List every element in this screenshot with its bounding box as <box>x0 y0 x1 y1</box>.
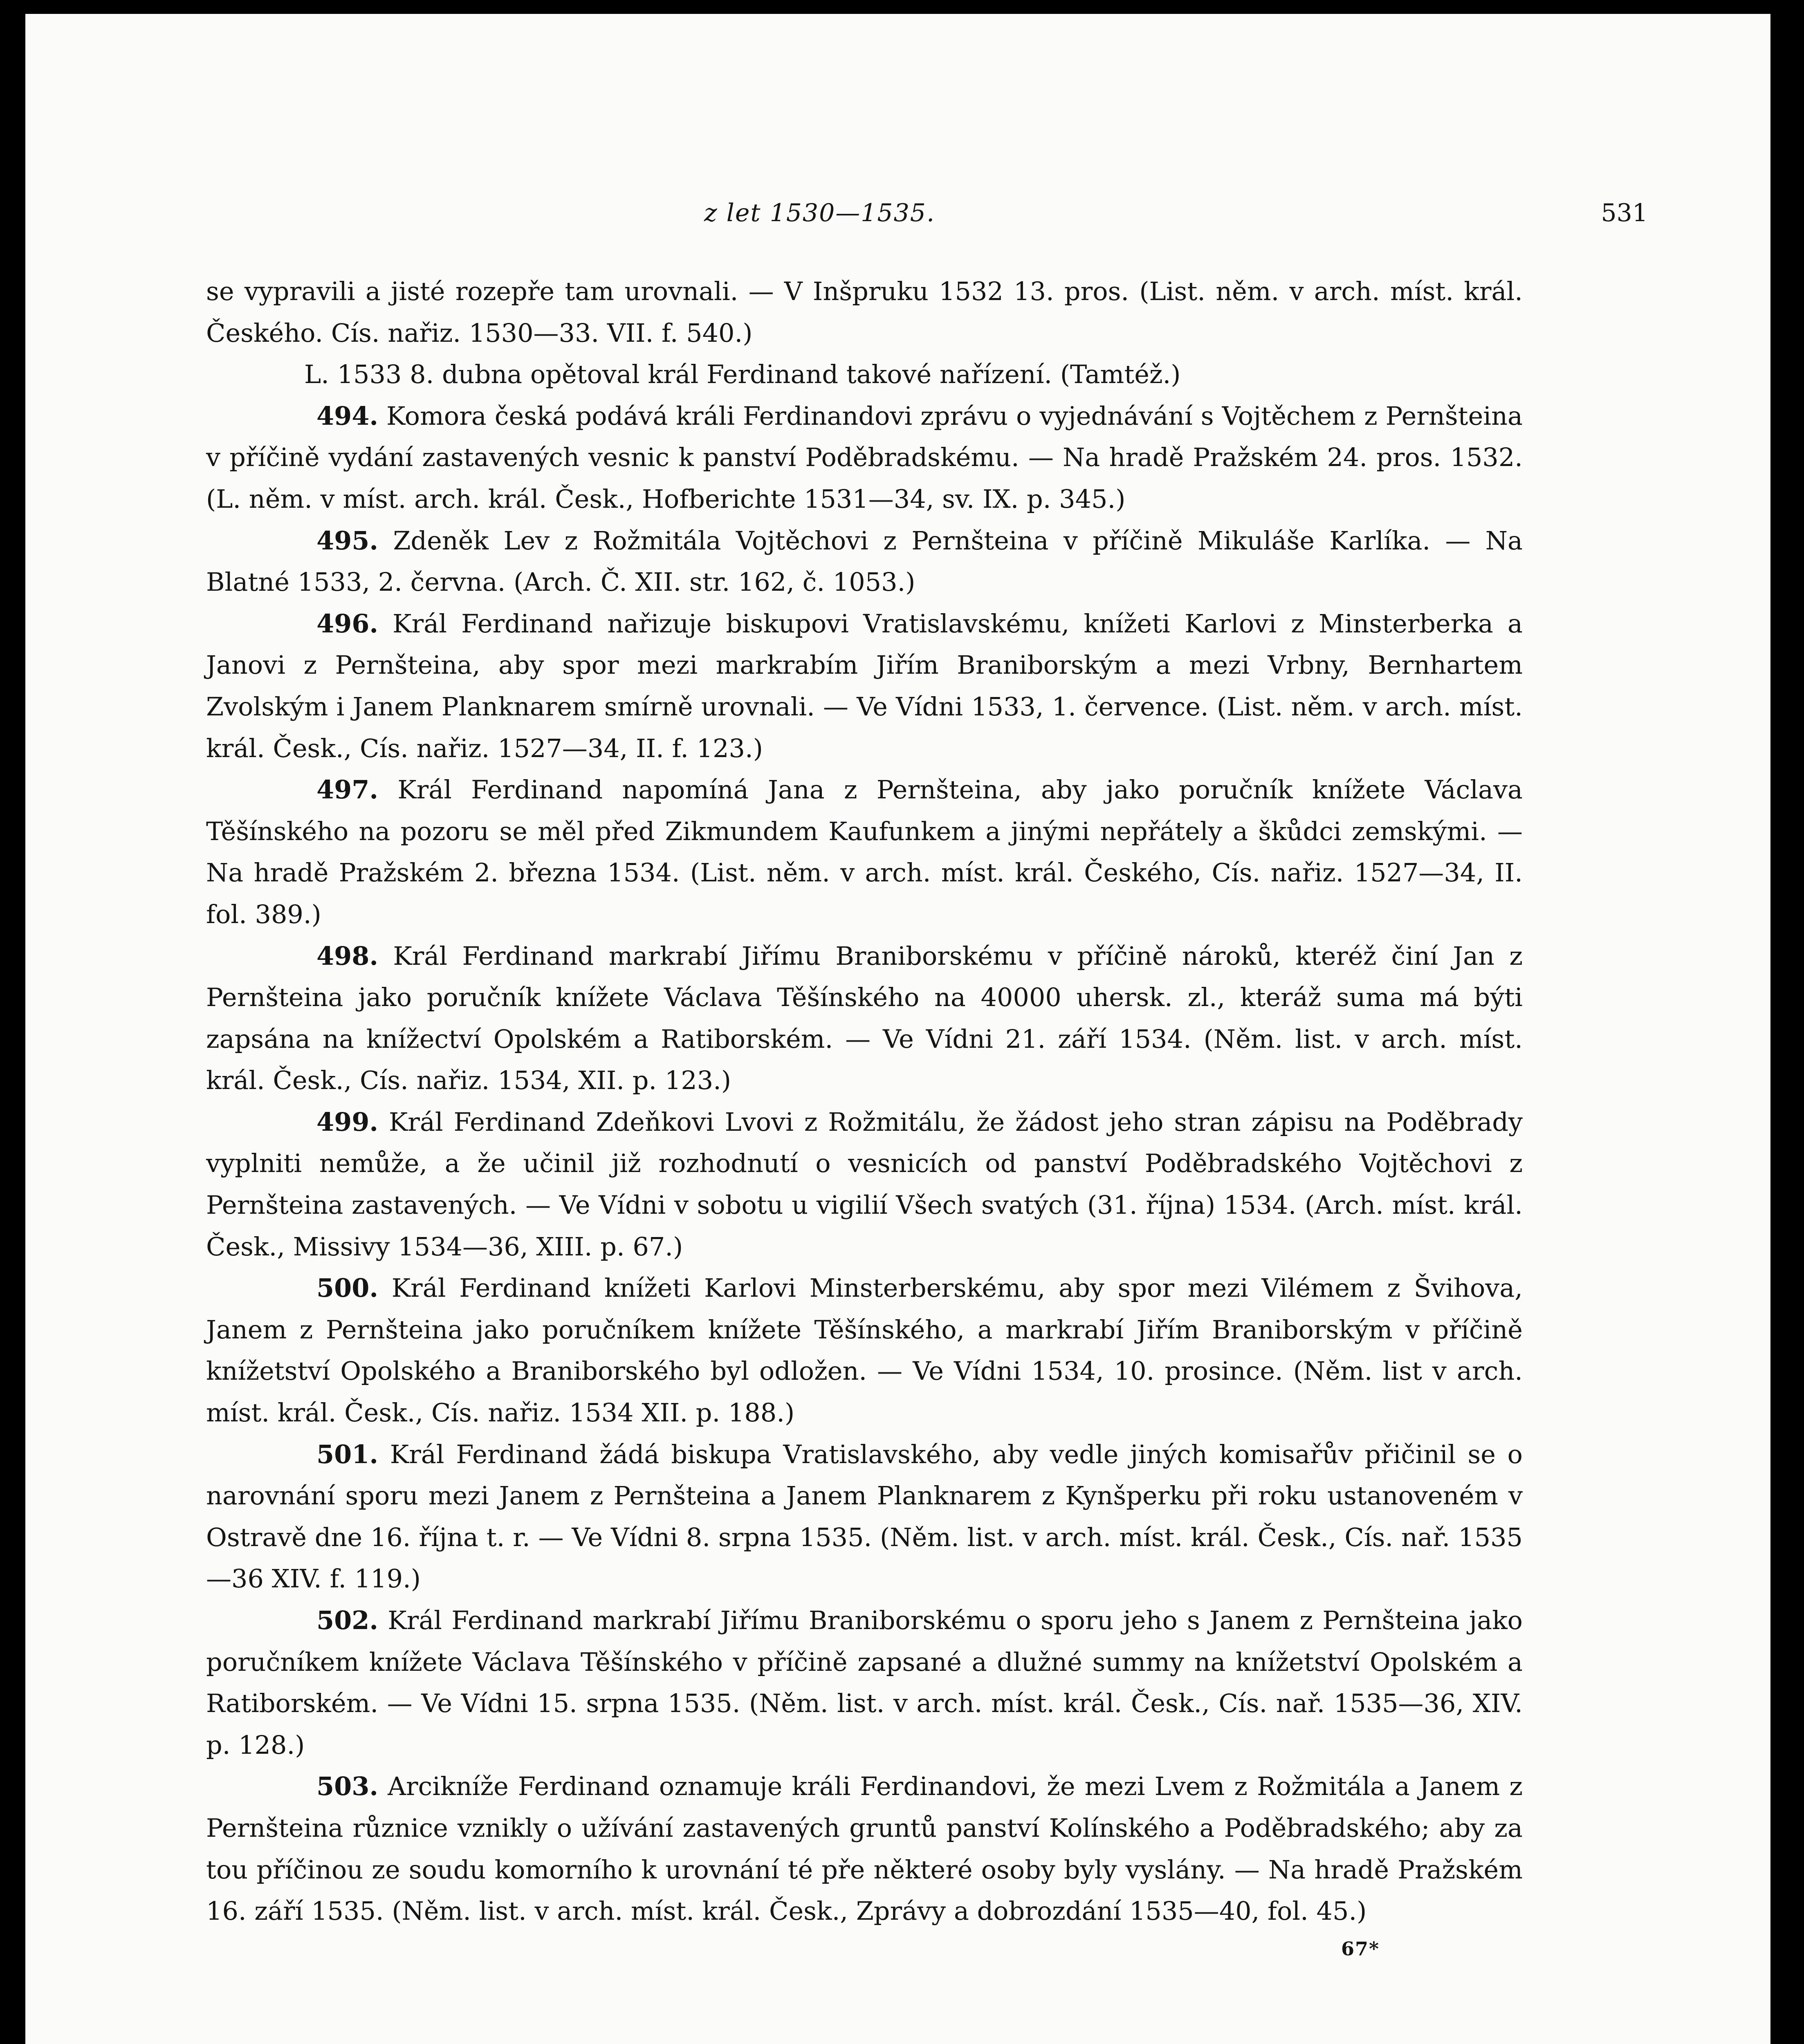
page-number: 531 <box>1601 199 1648 227</box>
list-item <box>206 603 1523 769</box>
page-header <box>25 199 1770 235</box>
entry-text: Arcikníže Ferdinand oznamuje králi Ferdinandovi, že mezi Lvem z Rožmitála a Janem z Pernšteina různice vznikly o užívání zastavených gruntů panství Kolínského a Poděbradského; aby za tou příčinou ze soudu komorního k urovnání té pře některé osoby byly vyslány. — Na hradě Pražském 16. září 1535. (Něm. list. v arch. míst. král. Česk., Zprávy a dobrozdání 1535—40, fol. 45.) <box>206 1771 1523 1926</box>
entry-number: 495. <box>316 525 379 556</box>
entry-text: se vypravili a jisté rozepře tam urovnali. — V Inšpruku 1532 13. pros. (List. něm. v arch. míst. král. Českého. Cís. nařiz. 1530—33. VII. f. 540.) <box>206 276 1523 348</box>
list-item <box>206 1101 1523 1267</box>
list-item <box>206 1766 1523 1932</box>
entry-text: Král Ferdinand Zdeňkovi Lvovi z Rožmitálu, že žádost jeho stran zápisu na Poděbrady vyplniti nemůže, a že učinil již rozhodnutí o vesnicích od panství Poděbradského Vojtěchovi z Pernšteina zastavených. — Ve Vídni v sobotu u vigilií Všech svatých (31. října) 1534. (Arch. míst. král. Česk., Missivy 1534—36, XIII. p. 67.) <box>206 1107 1523 1262</box>
entry-number: 497. <box>316 775 379 805</box>
entry-text: Král Ferdinand nařizuje biskupovi Vratislavskému, knížeti Karlovi z Minsterberka a Janovi z Pernšteina, aby spor mezi markrabím Jiřím Braniborským a mezi Vrbny, Bernhartem Zvolským i Janem Planknarem smírně urovnali. — Ve Vídni 1533, 1. července. (List. něm. v arch. míst. král. Česk., Cís. nařiz. 1527—34, II. f. 123.) <box>206 608 1523 763</box>
entry-text: L. 1533 8. dubna opětoval král Ferdinand takové nařízení. (Tamtéž.) <box>304 359 1181 390</box>
body-text <box>206 271 1523 1932</box>
list-item <box>206 1600 1523 1766</box>
list-item <box>206 1434 1523 1600</box>
list-item <box>206 520 1523 603</box>
list-item <box>206 935 1523 1101</box>
list-item <box>206 769 1523 935</box>
entry-text: Komora česká podává králi Ferdinandovi zprávu o vyjednávání s Vojtěchem z Pernšteina v příčině vydání zastavených vesnic k panství Poděbradskému. — Na hradě Pražském 24. pros. 1532. (L. něm. v míst. arch. král. Česk., Hofberichte 1531—34, sv. IX. p. 345.) <box>206 401 1523 514</box>
entry-number: 502. <box>316 1605 379 1635</box>
book-page <box>25 14 1770 2044</box>
list-item <box>206 271 1523 354</box>
entry-text: Zdeněk Lev z Rožmitála Vojtěchovi z Pernšteina v příčině Mikuláše Karlíka. — Na Blatné 1533, 2. června. (Arch. Č. XII. str. 162, č. 1053.) <box>206 525 1523 597</box>
entry-number: 498. <box>316 941 379 971</box>
entry-text: Král Ferdinand žádá biskupa Vratislavského, aby vedle jiných komisařův přičinil se o narovnání sporu mezi Janem z Pernšteina a Janem Planknarem z Kynšperku při roku ustanoveném v Ostravě dne 16. října t. r. — Ve Vídni 8. srpna 1535. (Něm. list. v arch. míst. král. Česk., Cís. nař. 1535—36 XIV. f. 119.) <box>206 1439 1523 1594</box>
entry-text: Král Ferdinand knížeti Karlovi Minsterberskému, aby spor mezi Vilémem z Švihova, Janem z Pernšteina jako poručníkem knížete Těšínského, a markrabí Jiřím Braniborským v příčině knížetství Opolského a Braniborského byl odložen. — Ve Vídni 1534, 10. prosince. (Něm. list v arch. míst. král. Česk., Cís. nařiz. 1534 XII. p. 188.) <box>206 1273 1523 1428</box>
entry-number: 499. <box>316 1107 379 1137</box>
running-title: z let 1530—1535. <box>704 199 936 227</box>
entry-number: 500. <box>316 1273 379 1303</box>
entry-number: 501. <box>316 1439 379 1469</box>
entry-text: Král Ferdinand napomíná Jana z Pernšteina, aby jako poručník knížete Václava Těšínského na pozoru se měl před Zikmundem Kaufunkem a jinými nepřátely a škůdci zemskými. — Na hradě Pražském 2. března 1534. (List. něm. v arch. míst. král. Českého, Cís. nařiz. 1527—34, II. fol. 389.) <box>206 775 1523 929</box>
entry-text: Král Ferdinand markrabí Jiřímu Braniborskému o sporu jeho s Janem z Pernšteina jako poručníkem knížete Václava Těšínského v příčině zapsané a dlužné summy na knížetství Opolském a Ratiborském. — Ve Vídni 15. srpna 1535. (Něm. list. v arch. míst. král. Česk., Cís. nař. 1535—36, XIV. p. 128.) <box>206 1605 1523 1760</box>
entry-number: 494. <box>316 401 379 431</box>
entry-number: 496. <box>316 608 379 639</box>
list-item <box>206 354 1523 395</box>
signature-mark: 67* <box>1341 1938 1380 1960</box>
entry-number: 503. <box>316 1771 379 1802</box>
entry-text: Král Ferdinand markrabí Jiřímu Braniborskému v příčině nároků, kteréž činí Jan z Pernšteina jako poručník knížete Václava Těšínského na 40000 uhersk. zl., kteráž suma má býti zapsána na knížectví Opolském a Ratiborském. — Ve Vídni 21. září 1534. (Něm. list. v arch. míst. král. Česk., Cís. nařiz. 1534, XII. p. 123.) <box>206 941 1523 1096</box>
list-item <box>206 1267 1523 1433</box>
list-item <box>206 395 1523 520</box>
